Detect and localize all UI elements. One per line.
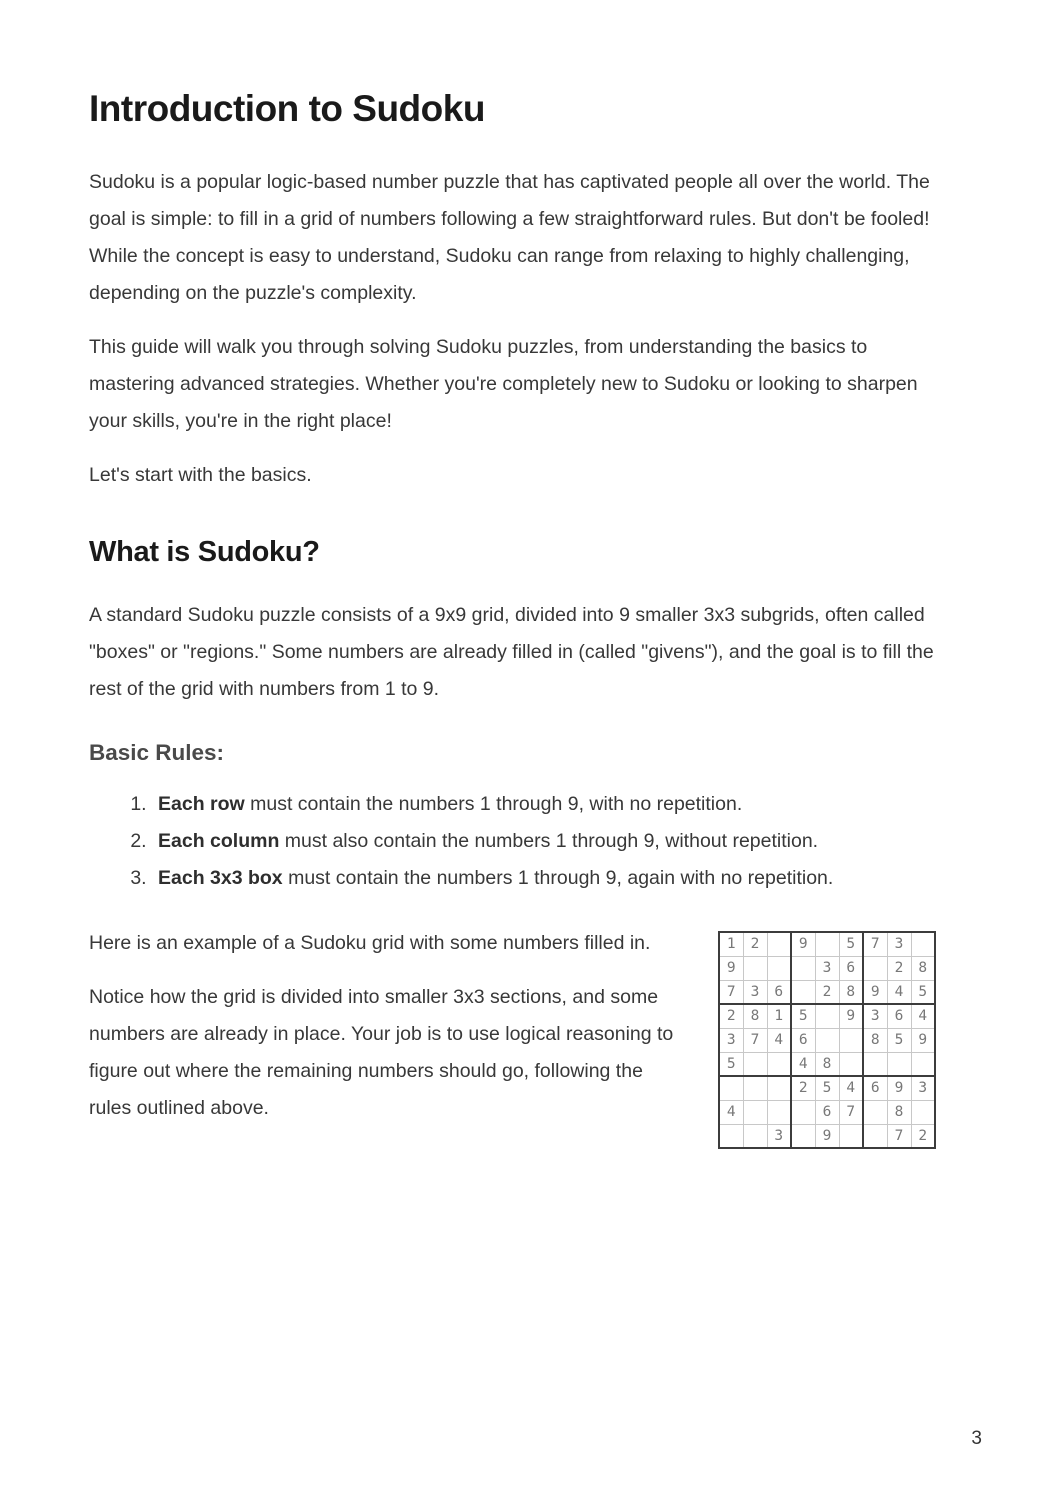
sudoku-cell-empty — [863, 1052, 887, 1076]
sudoku-cell-given: 4 — [839, 1076, 863, 1100]
sudoku-cell-given: 3 — [863, 1004, 887, 1028]
intro-paragraph-3: Let's start with the basics. — [89, 464, 312, 486]
sudoku-cell-given: 9 — [911, 1028, 935, 1052]
page-content — [89, 88, 957, 1149]
sudoku-cell-empty — [767, 1100, 791, 1124]
sudoku-cell-empty — [767, 1052, 791, 1076]
sudoku-cell-given: 4 — [911, 1004, 935, 1028]
sudoku-cell-empty — [887, 1052, 911, 1076]
sudoku-cell-given: 4 — [791, 1052, 815, 1076]
sudoku-cell-given: 3 — [767, 1124, 791, 1148]
sudoku-cell-given: 5 — [719, 1052, 743, 1076]
sudoku-cell-given: 1 — [767, 1004, 791, 1028]
sudoku-cell-given: 3 — [911, 1076, 935, 1100]
sudoku-cell-empty — [743, 1076, 767, 1100]
sudoku-cell-empty — [863, 1100, 887, 1124]
sudoku-cell-given: 6 — [863, 1076, 887, 1100]
sudoku-cell-empty — [863, 1124, 887, 1148]
page-title: Introduction to Sudoku — [89, 88, 485, 129]
sudoku-cell-given: 9 — [839, 1004, 863, 1028]
sudoku-cell-empty — [791, 956, 815, 980]
sudoku-row — [719, 1100, 935, 1124]
sudoku-cell-given: 4 — [719, 1100, 743, 1124]
example-section — [89, 925, 957, 1149]
sudoku-cell-empty — [839, 1028, 863, 1052]
sudoku-cell-given: 2 — [719, 1004, 743, 1028]
sudoku-cell-given: 2 — [887, 956, 911, 980]
sudoku-cell-empty — [791, 1124, 815, 1148]
sudoku-cell-empty — [743, 1100, 767, 1124]
sudoku-cell-given: 8 — [839, 980, 863, 1004]
sudoku-cell-empty — [791, 1100, 815, 1124]
sudoku-cell-given: 8 — [743, 1004, 767, 1028]
rule-bold-text: Each row — [158, 793, 245, 815]
sudoku-cell-given: 9 — [815, 1124, 839, 1148]
sudoku-cell-given: 4 — [887, 980, 911, 1004]
sudoku-cell-empty — [719, 1076, 743, 1100]
section-paragraph: A standard Sudoku puzzle consists of a 9x9 grid, divided into 9 smaller 3x3 subgrids, often called "boxes" or "regions." Some numbers are already filled in (called "givens"), and the goal is to fill the rest of the grid with numbers from 1 to 9. — [89, 604, 934, 700]
sudoku-cell-given: 8 — [863, 1028, 887, 1052]
rule-item-box — [152, 860, 957, 897]
sudoku-cell-empty — [863, 956, 887, 980]
rule-rest-text: must contain the numbers 1 through 9, with no repetition. — [244, 793, 743, 815]
intro-paragraph-1: Sudoku is a popular logic-based number puzzle that has captivated people all over the world. The goal is simple: to fill in a grid of numbers following a few straightforward rules. But don't be fooled! While the concept is easy to understand, Sudoku can range from relaxing to highly challenging, depending on the puzzle's complexity. — [89, 171, 930, 304]
sudoku-row — [719, 1076, 935, 1100]
sudoku-cell-given: 3 — [815, 956, 839, 980]
sudoku-cell-empty — [911, 1052, 935, 1076]
sudoku-cell-given: 9 — [791, 932, 815, 956]
section-heading-what-is-sudoku: What is Sudoku? — [89, 536, 320, 568]
sudoku-cell-given: 3 — [743, 980, 767, 1004]
example-text-column — [89, 925, 687, 1144]
rule-rest-text: must also contain the numbers 1 through 9, without repetition. — [279, 830, 819, 852]
sudoku-grid — [718, 931, 936, 1149]
sudoku-cell-empty — [743, 956, 767, 980]
rule-item-column — [152, 823, 957, 860]
sudoku-cell-given: 6 — [887, 1004, 911, 1028]
sudoku-cell-given: 5 — [815, 1076, 839, 1100]
sudoku-cell-given: 2 — [791, 1076, 815, 1100]
sudoku-cell-given: 3 — [719, 1028, 743, 1052]
intro-paragraph-2: This guide will walk you through solving Sudoku puzzles, from understanding the basics to mastering advanced strategies. Whether you're completely new to Sudoku or looking to sharpen your skills, you're in the right place! — [89, 336, 918, 432]
sudoku-row — [719, 1124, 935, 1148]
sudoku-cell-empty — [743, 1052, 767, 1076]
sudoku-row — [719, 932, 935, 956]
sudoku-cell-given: 8 — [911, 956, 935, 980]
sudoku-cell-given: 5 — [791, 1004, 815, 1028]
sudoku-cell-given: 7 — [719, 980, 743, 1004]
sudoku-cell-given: 3 — [887, 932, 911, 956]
rule-bold-text: Each column — [158, 830, 280, 852]
rules-list — [89, 786, 957, 897]
sudoku-cell-given: 9 — [719, 956, 743, 980]
rule-rest-text: must contain the numbers 1 through 9, again with no repetition. — [282, 867, 834, 889]
sudoku-row — [719, 956, 935, 980]
sudoku-cell-empty — [719, 1124, 743, 1148]
example-paragraph-2: Notice how the grid is divided into smaller 3x3 sections, and some numbers are already in place. Your job is to use logical reasoning to figure out where the remaining numbers should go, following the rules outlined above. — [89, 986, 674, 1119]
sudoku-cell-empty — [767, 956, 791, 980]
sudoku-cell-given: 7 — [863, 932, 887, 956]
sudoku-cell-given: 2 — [815, 980, 839, 1004]
sudoku-cell-given: 4 — [767, 1028, 791, 1052]
sudoku-cell-empty — [743, 1124, 767, 1148]
sudoku-cell-empty — [815, 1004, 839, 1028]
sudoku-row — [719, 1028, 935, 1052]
sudoku-row — [719, 1052, 935, 1076]
sudoku-cell-given: 6 — [815, 1100, 839, 1124]
sudoku-row — [719, 980, 935, 1004]
sudoku-cell-given: 7 — [887, 1124, 911, 1148]
sudoku-cell-given: 7 — [839, 1100, 863, 1124]
sudoku-cell-given: 6 — [791, 1028, 815, 1052]
sudoku-row — [719, 1004, 935, 1028]
sudoku-cell-empty — [911, 932, 935, 956]
sudoku-figure — [718, 931, 936, 1149]
sudoku-cell-given: 2 — [743, 932, 767, 956]
rule-item-row — [152, 786, 957, 823]
sudoku-cell-empty — [815, 932, 839, 956]
sudoku-cell-given: 5 — [911, 980, 935, 1004]
sudoku-cell-given: 7 — [743, 1028, 767, 1052]
sudoku-cell-given: 8 — [887, 1100, 911, 1124]
sudoku-cell-given: 9 — [863, 980, 887, 1004]
example-paragraph-1: Here is an example of a Sudoku grid with some numbers filled in. — [89, 932, 651, 954]
sudoku-cell-given: 6 — [767, 980, 791, 1004]
sudoku-cell-given: 9 — [887, 1076, 911, 1100]
sudoku-cell-empty — [839, 1124, 863, 1148]
sudoku-cell-empty — [815, 1028, 839, 1052]
sudoku-cell-given: 6 — [839, 956, 863, 980]
sudoku-cell-given: 1 — [719, 932, 743, 956]
sudoku-cell-given: 2 — [911, 1124, 935, 1148]
sudoku-cell-empty — [791, 980, 815, 1004]
page-number: 3 — [971, 1428, 982, 1449]
sudoku-cell-given: 5 — [839, 932, 863, 956]
sudoku-cell-empty — [839, 1052, 863, 1076]
sudoku-cell-given: 5 — [887, 1028, 911, 1052]
sudoku-cell-empty — [911, 1100, 935, 1124]
rules-heading: Basic Rules: — [89, 740, 225, 765]
sudoku-cell-empty — [767, 1076, 791, 1100]
sudoku-cell-empty — [767, 932, 791, 956]
sudoku-cell-given: 8 — [815, 1052, 839, 1076]
rule-bold-text: Each 3x3 box — [158, 867, 283, 889]
